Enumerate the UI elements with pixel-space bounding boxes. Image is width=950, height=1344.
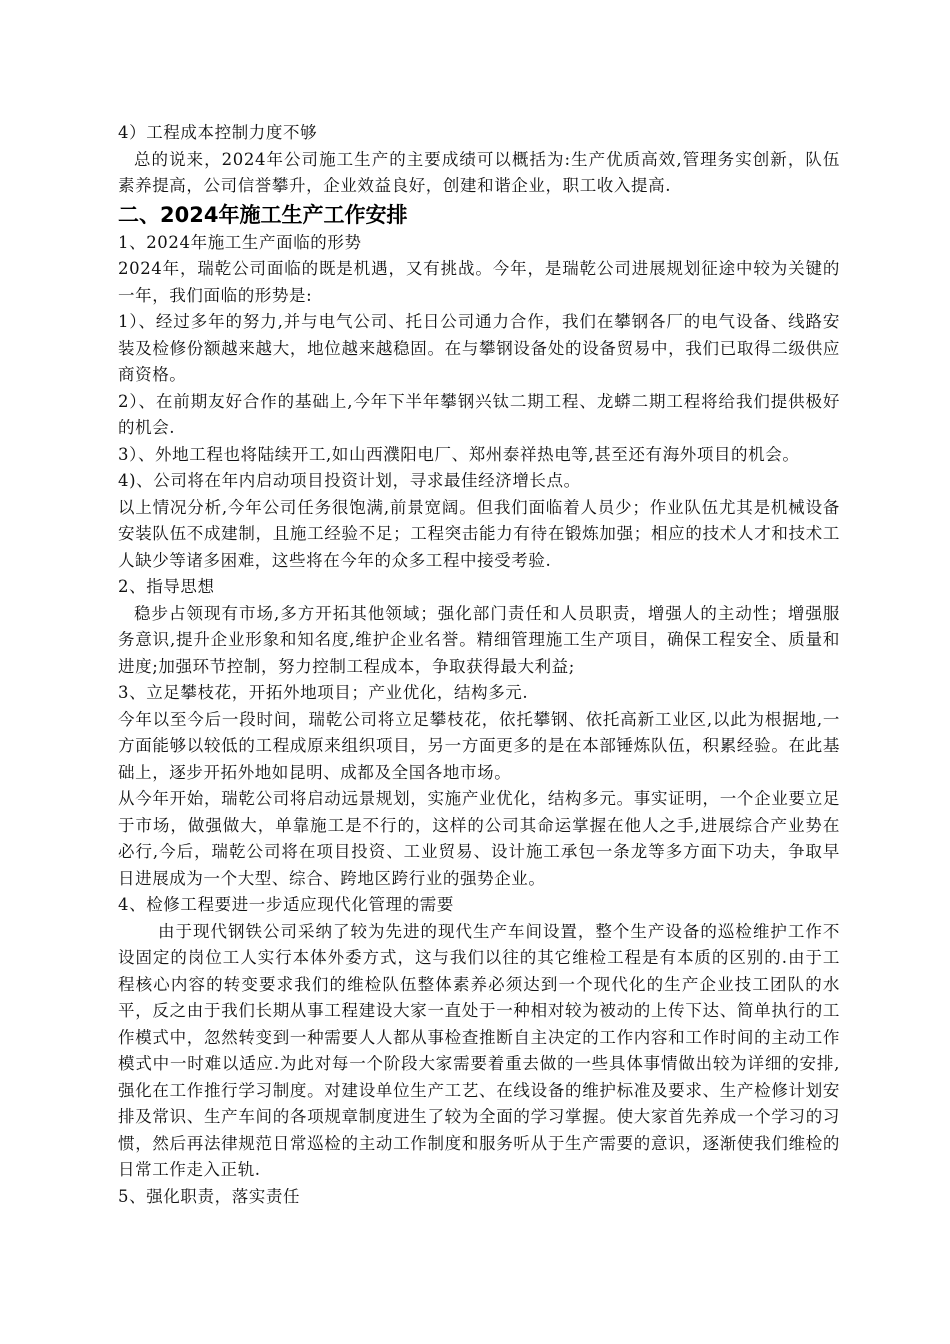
body-paragraph: 今年以至今后一段时间，瑞乾公司将立足攀枝花，依托攀钢、依托高新工业区,以此为根据地,一方面能够以较低的工程成原来组织项目，另一方面更多的是在本部锤炼队伍，积累经验。在此基础上，逐步开拓外地如昆明、成都及全国各地市场。 bbox=[118, 709, 840, 782]
list-item: 1）、经过多年的努力,并与电气公司、托日公司通力合作，我们在攀钢各厂的电气设备、线路安装及检修份额越来越大，地位越来越稳固。在与攀钢设备处的设备贸易中，我们已取得二级供应商资格。 bbox=[118, 312, 840, 384]
subsection-heading: 1、2024年施工生产面临的形势 bbox=[118, 232, 362, 252]
section-heading: 二、2024年施工生产工作安排 bbox=[118, 202, 408, 227]
document-body bbox=[118, 120, 840, 1210]
body-paragraph: 由于现代钢铁公司采纳了较为先进的现代生产车间设置，整个生产设备的巡检维护工作不设固定的岗位工人实行本体外委方式，这与我们以往的其它维检工程是有本质的区别的.由于工程核心内容的转变要求我们的维检队伍整体素养必须达到一个现代化的生产企业技工团队的水平，反之由于我们长期从事工程建设大家一直处于一种相对较为被动的上传下达、简单执行的工作模式中，忽然转变到一种需要人人都从事检查推断自主决定的工作内容和工作时间的主动工作模式中一时难以适应.为此对每一个阶段大家需要着重去做的一些具体事情做出较为详细的安排,强化在工作推行学习制度。对建设单位生产工艺、在线设备的维护标准及要求、生产检修计划安排及常识、生产车间的各项规章制度进生了较为全面的学习掌握。使大家首先养成一个学习的习惯，然后再法律规范日常巡检的主动工作制度和服务听从于生产需要的意识，逐渐使我们维检的日常工作走入正轨. bbox=[118, 921, 840, 1179]
list-item: 4）工程成本控制力度不够 bbox=[118, 123, 318, 142]
subsection-heading: 3、立足攀枝花，开拓外地项目；产业优化，结构多元. bbox=[118, 683, 529, 702]
list-item: 3）、外地工程也将陆续开工,如山西濮阳电厂、郑州泰祥热电等,甚至还有海外项目的机会。 bbox=[118, 444, 800, 464]
body-paragraph: 从今年开始，瑞乾公司将启动远景规划，实施产业优化，结构多元。事实证明，一个企业要立足于市场，做强做大，单靠施工是不行的，这样的公司其命运掌握在他人之手,进展综合产业势在必行,今后，瑞乾公司将在项目投资、工业贸易、设计施工承包一条龙等多方面下功夫，争取早日进展成为一个大型、综合、跨地区跨行业的强势企业。 bbox=[118, 789, 840, 888]
body-paragraph: 2024年，瑞乾公司面临的既是机遇，又有挑战。今年，是瑞乾公司进展规划征途中较为关键的一年，我们面临的形势是: bbox=[118, 259, 840, 305]
subsection-heading: 2、指导思想 bbox=[118, 577, 215, 596]
subsection-heading: 5、强化职责，落实责任 bbox=[118, 1186, 301, 1206]
summary-paragraph: 总的说来，2024年公司施工生产的主要成绩可以概括为:生产优质高效,管理务实创新，队伍素养提高，公司信誉攀升，企业效益良好，创建和谐企业，职工收入提高. bbox=[118, 149, 840, 195]
subsection-heading: 4、检修工程要进一步适应现代化管理的需要 bbox=[118, 895, 454, 914]
body-paragraph: 稳步占领现有市场,多方开拓其他领域；强化部门责任和人员职责，增强人的主动性；增强服务意识,提升企业形象和知名度,维护企业名誉。精细管理施工生产项目，确保工程安全、质量和进度;加强环节控制，努力控制工程成本，争取获得最大利益; bbox=[118, 603, 840, 676]
list-item: 2）、在前期友好合作的基础上,今年下半年攀钢兴钛二期工程、龙蟒二期工程将给我们提供极好的机会. bbox=[118, 391, 840, 437]
list-item: 4)、公司将在年内启动项目投资计划，寻求最佳经济增长点。 bbox=[118, 471, 581, 490]
body-paragraph: 以上情况分析,今年公司任务很饱满,前景宽阔。但我们面临着人员少；作业队伍尤其是机械设备安装队伍不成建制，且施工经验不足；工程突击能力有待在锻炼加强；相应的技术人才和技术工人缺少等诸多困难，这些将在今年的众多工程中接受考验. bbox=[118, 497, 840, 570]
